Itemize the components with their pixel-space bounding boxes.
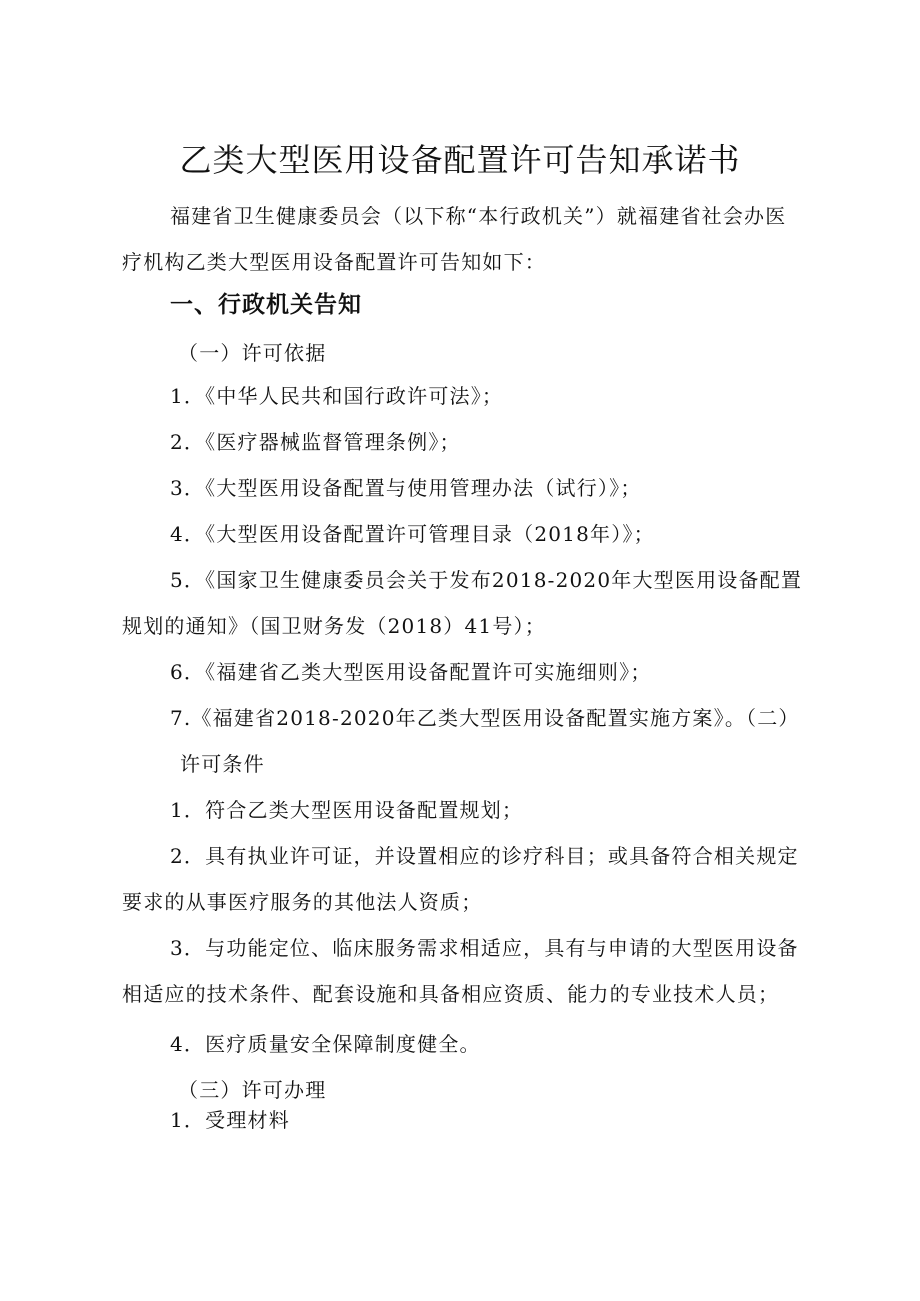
subsection-heading-conditions: 许可条件	[180, 752, 265, 776]
subsection-heading-legal-basis: （一）许可依据	[178, 341, 327, 365]
legal-basis-item-3: 3．《大型医用设备配置与使用管理办法（试行）》；	[170, 476, 642, 500]
procedure-item-1: 1．受理材料	[170, 1108, 290, 1132]
condition-item-3-line-1: 3．与功能定位、临床服务需求相适应，具有与申请的大型医用设备	[170, 936, 799, 960]
legal-basis-item-4: 4．《大型医用设备配置许可管理目录（2018年）》；	[170, 522, 655, 546]
legal-basis-item-1: 1．《中华人民共和国行政许可法》；	[170, 384, 504, 408]
legal-basis-item-2: 2．《医疗器械监督管理条例》；	[170, 430, 461, 454]
legal-basis-item-6: 6．《福建省乙类大型医用设备配置许可实施细则》；	[170, 660, 652, 684]
subsection-heading-procedure: （三）许可办理	[178, 1078, 327, 1102]
condition-item-4: 4．医疗质量安全保障制度健全。	[170, 1032, 481, 1056]
intro-paragraph-line-1: 福建省卫生健康委员会（以下称“本行政机关”）就福建省社会办医	[170, 204, 787, 228]
condition-item-3-line-2: 相适应的技术条件、配套设施和具备相应资质、能力的专业技术人员；	[122, 982, 780, 1006]
intro-paragraph-line-2: 疗机构乙类大型医用设备配置许可告知如下：	[122, 250, 546, 274]
condition-item-1: 1．符合乙类大型医用设备配置规划；	[170, 798, 524, 822]
condition-item-2-line-2: 要求的从事医疗服务的其他法人资质；	[122, 890, 483, 914]
legal-basis-item-5-line-1: 5．《国家卫生健康委员会关于发布2018-2020年大型医用设备配置	[170, 568, 803, 592]
document-title: 乙类大型医用设备配置许可告知承诺书	[179, 141, 741, 179]
legal-basis-item-7: 7.《福建省2018-2020年乙类大型医用设备配置实施方案》。（二）	[170, 706, 800, 730]
section-heading-administrative-notice: 一、行政机关告知	[170, 292, 362, 318]
condition-item-2-line-1: 2．具有执业许可证，并设置相应的诊疗科目；或具备符合相关规定	[170, 844, 799, 868]
legal-basis-item-5-line-2: 规划的通知》（国卫财务发（2018）41号）；	[122, 614, 546, 638]
